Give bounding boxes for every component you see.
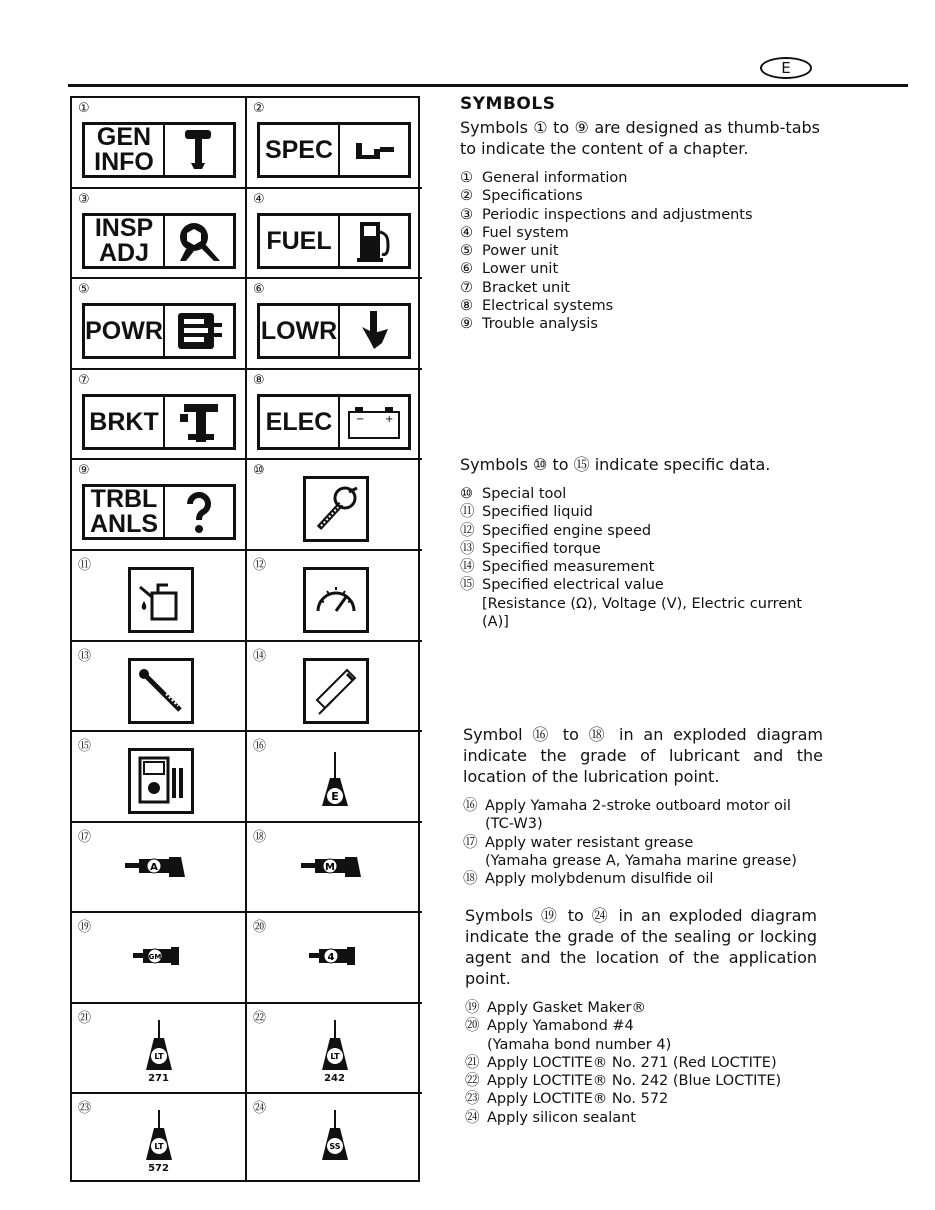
symbol-number: ⑦ [78,373,90,388]
list-item: ㉓ Apply LOCTITE® No. 572 [465,1091,669,1108]
symbol-cell [72,1004,247,1094]
tab-label: INFO [94,148,154,176]
list-item: ⑳ Apply Yamabond #4 [465,1018,634,1035]
symbol-cell [247,732,422,823]
fuel-pump-icon [340,216,408,266]
list-item: ⑲ Apply Gasket Maker® [465,1000,646,1016]
symbol-number: ⑬ [78,649,92,664]
list-item: ⑤ Power unit [460,243,559,260]
symbol-cell [72,913,247,1004]
list-item: ⑫ Specified engine speed [460,522,652,539]
lubricant-list [463,797,823,888]
thumb-tab [257,122,411,178]
symbol-cell [247,1004,422,1094]
loctite-bottle-icon [72,1110,245,1174]
symbol-number: ⑲ [78,920,92,935]
thumb-tab [82,484,236,540]
loctite-bottle-icon [72,1020,245,1084]
list-item: ⑯ Apply Yamaha 2-stroke outboard motor oil [463,798,791,814]
list-item: ⑱ Apply molybdenum disulfide oil [463,871,714,888]
symbol-cell [72,98,247,189]
grease-tube-icon [72,851,245,881]
symbol-number: ⑩ [253,463,265,478]
list-item: ④ Fuel system [460,224,569,241]
tab-label: SPEC [264,135,334,164]
symbol-cell [247,279,422,370]
multimeter-icon [128,748,194,814]
grade-letter: GM [148,953,161,961]
svg-text:+: + [385,414,394,425]
tab-label: ADJ [98,239,149,267]
list-item: ⑭ Specified measurement [460,559,655,576]
list-item: ⑪ Specified liquid [460,504,593,521]
symbol-number: ㉔ [253,1101,267,1116]
symbol-cell [72,823,247,913]
symbol-number: ㉒ [253,1011,267,1026]
list-item: ⑩ Special tool [460,486,567,502]
symbol-number: ⑥ [253,282,265,297]
list-item: ㉔ Apply silicon sealant [465,1109,636,1126]
symbols-section [460,94,820,334]
grade-letter: SS [328,1142,341,1151]
specific-data-section [460,454,820,631]
symbol-number: ② [253,101,265,116]
question-icon [165,487,233,537]
list-item: ③ Periodic inspections and adjustments [460,206,753,223]
lower-unit-icon [340,306,408,356]
torque-wrench-icon [128,658,194,724]
symbol-number: ⑮ [78,739,92,754]
symbol-number: ㉑ [78,1011,92,1026]
loctite-number: 572 [148,1163,169,1174]
tab-label: BRKT [89,407,159,436]
symbol-cell [247,189,422,279]
symbol-cell [72,370,247,460]
specification-icon [340,125,408,175]
symbol-number: ⑪ [78,558,92,573]
list-item: ⑥ Lower unit [460,261,559,278]
list-item: ⑦ Bracket unit [460,279,570,296]
list-subitem: (Yamaha grease A, Yamaha marine grease) [485,852,797,869]
symbol-cell [72,732,247,823]
symbol-number: ① [78,101,90,116]
intro-thumb-tabs: Symbols ① to ⑨ are designed as thumb-tabs to indicate the content of a chapter. [460,118,820,158]
chapter-list [460,169,820,334]
symbol-grid [70,96,420,1182]
grease-tube-icon [247,851,422,881]
symbol-number: ⑱ [253,830,267,845]
bracket-icon [165,397,233,447]
list-subitem: [Resistance (Ω), Voltage (V), Electric current (A)] [482,595,803,631]
loctite-number: 242 [324,1073,345,1084]
symbol-cell [72,460,247,551]
symbol-number: ⑭ [253,649,267,664]
data-list [460,485,820,631]
tab-label: LOWR [260,316,338,345]
grade-letter: LT [153,1142,164,1151]
section-badge: E [760,57,812,79]
grade-letter: M [324,862,335,873]
tab-label: FUEL [266,226,332,255]
list-item: ⑨ Trouble analysis [460,316,598,333]
list-item: ⑮ Specified electrical value [460,577,664,594]
oil-bottle-icon [247,752,422,812]
oil-can-icon [128,567,194,633]
symbol-cell [72,551,247,642]
symbol-number: ④ [253,192,265,207]
loctite-bottle-icon [247,1020,422,1084]
symbol-number: ⑰ [78,830,92,845]
list-item: ⑧ Electrical systems [460,298,614,315]
header-rule [68,84,908,87]
symbol-number: ⑤ [78,282,90,297]
symbol-number: ⑳ [253,920,267,935]
tab-label: INSP [94,214,154,242]
symbol-cell [247,370,422,460]
sealant-tube-icon [72,941,245,971]
sealant-list [465,999,817,1127]
tab-label: ANLS [89,510,159,538]
grade-letter: E [330,790,339,803]
special-tool-icon [303,476,369,542]
grade-letter: 4 [327,952,334,963]
symbol-number: ⑨ [78,463,90,478]
tab-label: GEN [96,123,152,151]
grade-letter: LT [153,1052,164,1061]
symbol-number: ㉓ [78,1101,92,1116]
list-item: ① General information [460,170,628,186]
symbol-number: ③ [78,192,90,207]
grade-letter: A [149,862,158,873]
grade-letter: LT [329,1052,340,1061]
symbol-cell [72,1094,247,1180]
symbol-cell [72,189,247,279]
list-item: ㉑ Apply LOCTITE® No. 271 (Red LOCTITE) [465,1054,777,1071]
thumb-tab [82,122,236,178]
intro-sealant: Symbols ⑲ to ㉔ in an exploded diagram indicate the grade of the sealing or locking agent and the location of the application point. [465,906,817,988]
battery-icon [340,397,408,447]
symbol-cell [247,1094,422,1180]
symbol-cell [247,913,422,1004]
list-item: ⑬ Specified torque [460,540,601,557]
thumb-tab [257,394,411,450]
thumb-tab [82,303,236,359]
symbol-cell [72,279,247,370]
symbol-cell [247,460,422,551]
list-item: ⑰ Apply water resistant grease [463,834,694,851]
symbol-number: ⑫ [253,558,267,573]
list-item: ㉒ Apply LOCTITE® No. 242 (Blue LOCTITE) [465,1073,782,1090]
caliper-icon [303,658,369,724]
thumb-tab [257,213,411,269]
symbol-cell [247,98,422,189]
symbol-cell [247,642,422,732]
lubricant-section [463,724,823,888]
loctite-number: 271 [148,1073,169,1084]
wrench-icon [165,216,233,266]
silicon-sealant-bottle-icon [247,1110,422,1162]
engine-icon [165,306,233,356]
tab-label: POWR [85,316,163,345]
section-heading: SYMBOLS [460,94,556,114]
svg-text:−: − [356,414,365,425]
sealant-section [465,905,817,1127]
tab-label: ELEC [265,407,333,436]
symbol-cell [72,642,247,732]
symbol-number: ⑯ [253,739,267,754]
tab-label: TRBL [90,485,158,513]
symbol-number: ⑧ [253,373,265,388]
thumb-tab [82,394,236,450]
list-item: ② Specifications [460,188,583,205]
sealant-tube-icon [247,941,422,971]
list-subitem: (Yamaha bond number 4) [487,1036,672,1053]
thumb-tab [82,213,236,269]
list-subitem: (TC-W3) [485,816,543,833]
tachometer-icon [303,567,369,633]
intro-specific-data: Symbols ⑩ to ⑮ indicate specific data. [460,455,771,474]
intro-lubricant: Symbol ⑯ to ⑱ in an exploded diagram indicate the grade of lubricant and the location of the lubrication point. [463,725,823,786]
symbol-cell [247,551,422,642]
outboard-motor-icon [165,125,233,175]
symbol-cell [247,823,422,913]
thumb-tab [257,303,411,359]
